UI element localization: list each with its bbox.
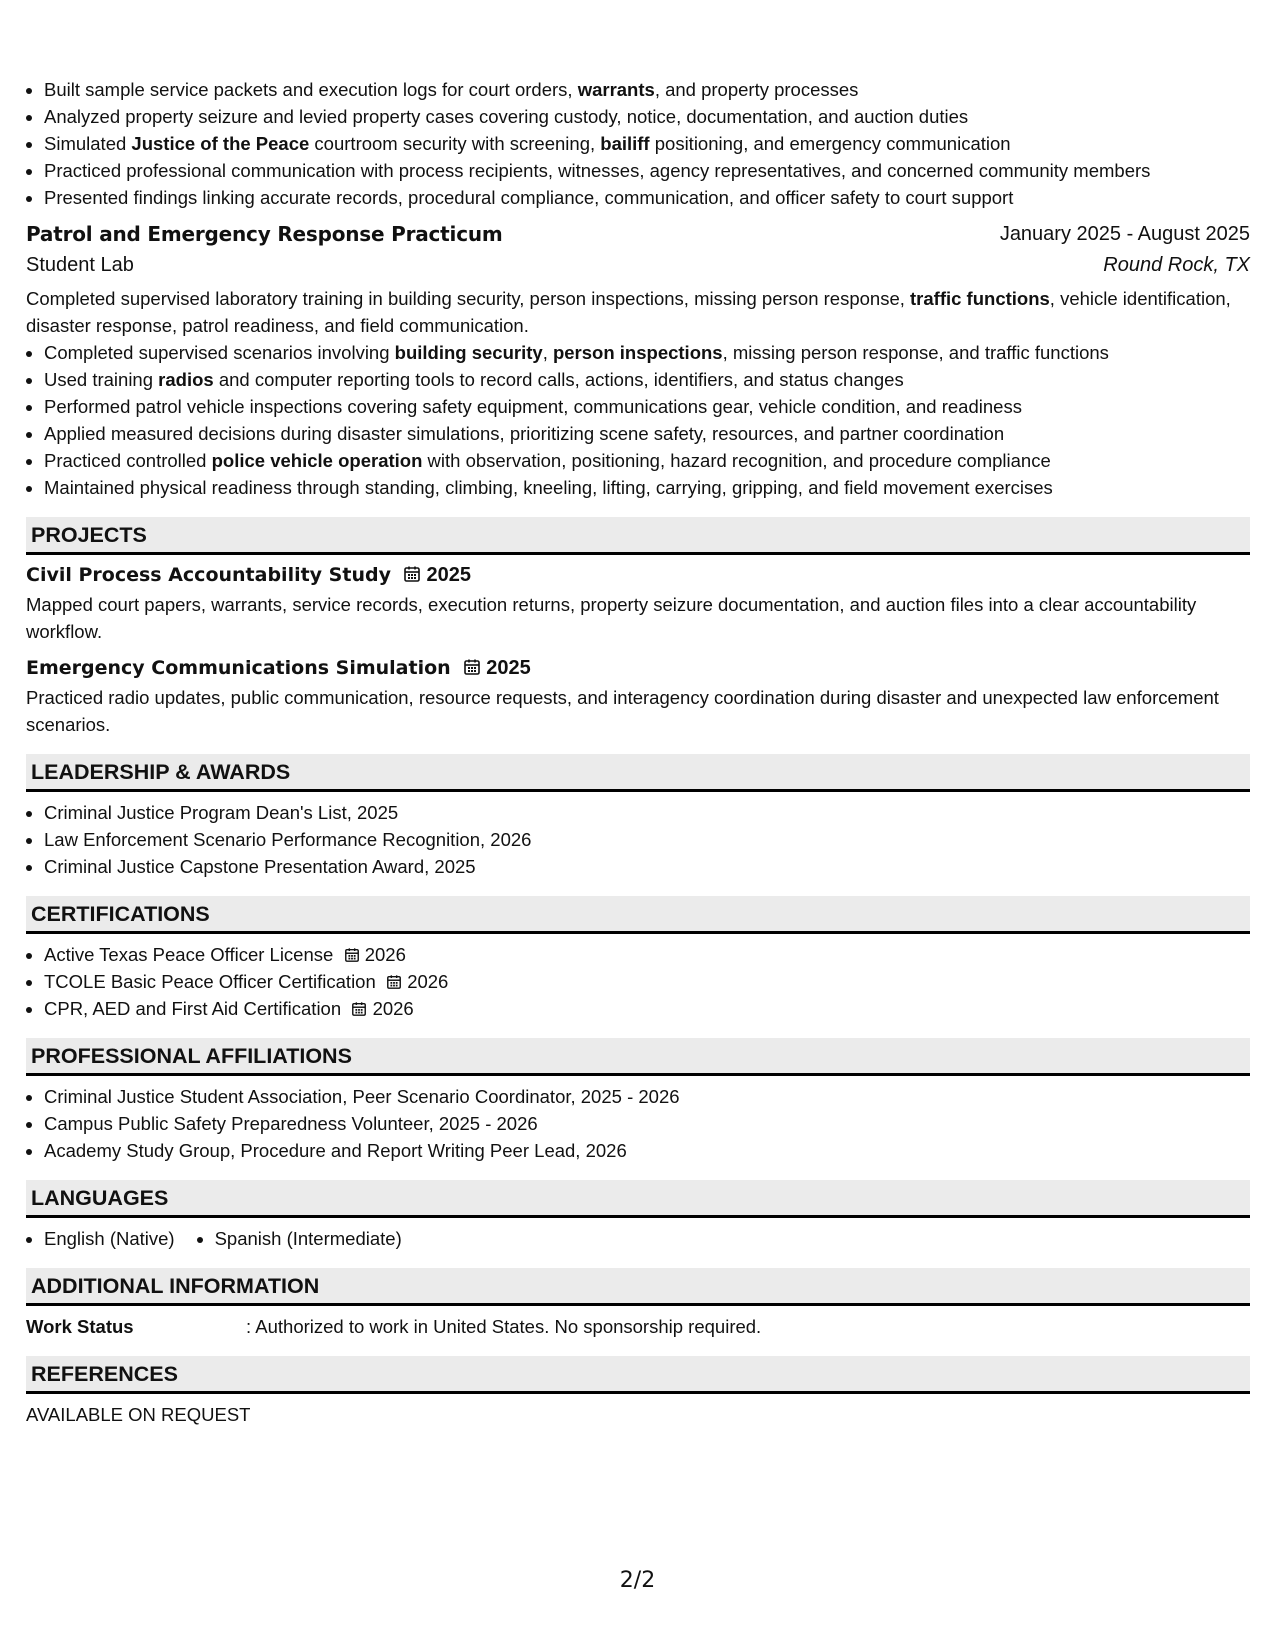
- list-item: • Built sample service packets and execution logs for court orders, warrants, and property processes: [44, 76, 1250, 103]
- project-date: 2025: [463, 655, 531, 682]
- resume-content: [26, 76, 1250, 1428]
- project-title: Civil Process Accountability Study: [26, 564, 391, 586]
- affiliations-list: [26, 1083, 1250, 1164]
- section-heading-certifications: CERTIFICATIONS: [26, 896, 1250, 934]
- practicum-dates: January 2025 - August 2025: [999, 223, 1250, 245]
- list-item: • Practiced controlled police vehicle operation with observation, positioning, hazard recognition, and procedure compliance: [44, 447, 1250, 474]
- list-item: • Criminal Justice Capstone Presentation Award, 2025: [44, 853, 1250, 880]
- section-heading-languages: LANGUAGES: [26, 1180, 1250, 1218]
- list-item: • Academy Study Group, Procedure and Report Writing Peer Lead, 2026: [44, 1137, 1250, 1164]
- calendar-icon: [463, 658, 481, 676]
- project-item: [26, 655, 1250, 738]
- list-item: • Completed supervised scenarios involving building security, person inspections, missing person response, and traffic functions: [44, 339, 1250, 366]
- work-status-label: Work Status: [26, 1316, 134, 1337]
- calendar-icon: [351, 1001, 367, 1017]
- list-item: • Practiced professional communication with process recipients, witnesses, agency representatives, and concerned community members: [44, 157, 1250, 184]
- practicum-org: Student Lab: [26, 254, 134, 276]
- references-text: AVAILABLE ON REQUEST: [26, 1404, 251, 1425]
- list-item: • Simulated Justice of the Peace courtroom security with screening, bailiff positioning, and emergency communication: [44, 130, 1250, 157]
- section-heading-references: REFERENCES: [26, 1356, 1250, 1394]
- page-number: 2/2: [619, 1568, 656, 1593]
- practicum-header: [26, 221, 1250, 248]
- practicum-title: Patrol and Emergency Response Practicum: [26, 222, 503, 246]
- certifications-list: [26, 941, 1250, 1022]
- list-item: • Applied measured decisions during disaster simulations, prioritizing scene safety, resources, and partner coordination: [44, 420, 1250, 447]
- list-item: • English (Native): [44, 1225, 175, 1252]
- work-status-value: : Authorized to work in United States. No sponsorship required.: [246, 1316, 762, 1337]
- practicum-bullet-list: [26, 339, 1250, 501]
- list-item: • Criminal Justice Program Dean's List, 2025: [44, 799, 1250, 826]
- section-heading-affiliations: PROFESSIONAL AFFILIATIONS: [26, 1038, 1250, 1076]
- awards-list: [26, 799, 1250, 880]
- project-title: Emergency Communications Simulation: [26, 657, 451, 679]
- work-status-row: [26, 1313, 1250, 1340]
- list-item: • Campus Public Safety Preparedness Volunteer, 2025 - 2026: [44, 1110, 1250, 1137]
- project-item: [26, 562, 1250, 645]
- list-item: • Presented findings linking accurate records, procedural compliance, communication, and officer safety to court support: [44, 184, 1250, 211]
- project-date: 2025: [403, 562, 471, 589]
- list-item: • Analyzed property seizure and levied property cases covering custody, notice, documentation, and auction duties: [44, 103, 1250, 130]
- list-item: • CPR, AED and First Aid Certification 2026: [44, 995, 1250, 1022]
- practicum-subheader: [26, 252, 1250, 279]
- project-description: Practiced radio updates, public communication, resource requests, and interagency coordination during disaster and unexpected law enforcement scenarios.: [26, 687, 1219, 735]
- section-heading-projects: PROJECTS: [26, 517, 1250, 555]
- calendar-icon: [386, 974, 402, 990]
- list-item: • Used training radios and computer reporting tools to record calls, actions, identifiers, and status changes: [44, 366, 1250, 393]
- list-item: • Law Enforcement Scenario Performance Recognition, 2026: [44, 826, 1250, 853]
- languages-list: [26, 1225, 1250, 1252]
- list-item: • Active Texas Peace Officer License 2026: [44, 941, 1250, 968]
- list-item: • Performed patrol vehicle inspections covering safety equipment, communications gear, vehicle condition, and readiness: [44, 393, 1250, 420]
- list-item: • Spanish (Intermediate): [215, 1225, 402, 1252]
- calendar-icon: [403, 565, 421, 583]
- top-bullet-list: [26, 76, 1250, 211]
- project-description: Mapped court papers, warrants, service records, execution returns, property seizure documentation, and auction files into a clear accountability workflow.: [26, 594, 1197, 642]
- practicum-summary: Completed supervised laboratory training in building security, person inspections, missing person response, traffic functions, vehicle identification, disaster response, patrol readiness, and field communication.: [26, 288, 1231, 336]
- list-item: • Maintained physical readiness through standing, climbing, kneeling, lifting, carrying, gripping, and field movement exercises: [44, 474, 1250, 501]
- section-heading-additional: ADDITIONAL INFORMATION: [26, 1268, 1250, 1306]
- section-heading-awards: LEADERSHIP & AWARDS: [26, 754, 1250, 792]
- calendar-icon: [344, 947, 360, 963]
- list-item: • Criminal Justice Student Association, Peer Scenario Coordinator, 2025 - 2026: [44, 1083, 1250, 1110]
- practicum-location: Round Rock, TX: [1103, 254, 1250, 276]
- list-item: • TCOLE Basic Peace Officer Certification 2026: [44, 968, 1250, 995]
